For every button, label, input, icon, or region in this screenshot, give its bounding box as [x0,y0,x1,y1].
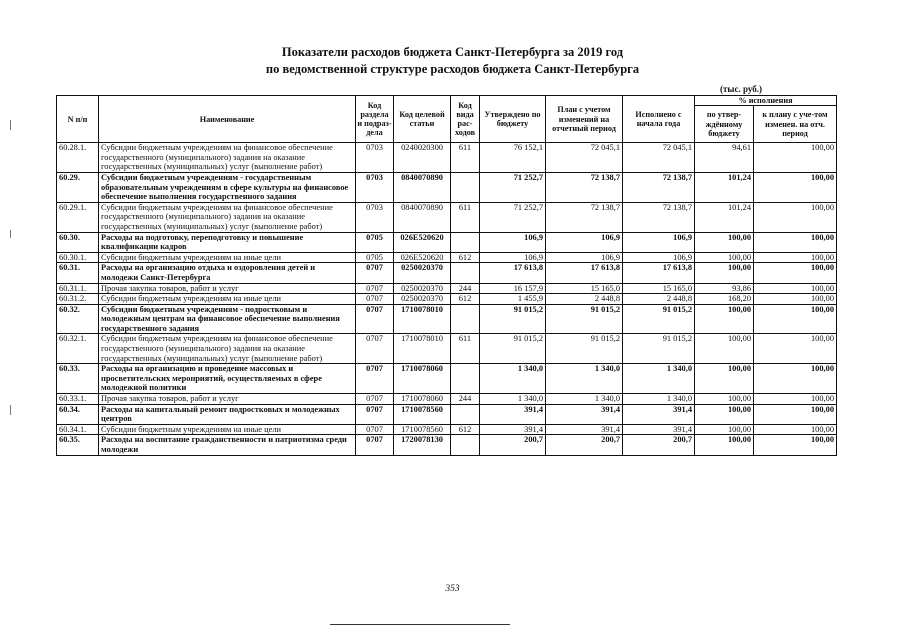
row-approved: 71 252,7 [480,202,546,232]
row-approved: 391,4 [480,404,546,424]
row-target-code: 1710078560 [394,404,451,424]
row-section-code: 0707 [356,263,394,283]
row-pct-approved: 93,86 [695,283,754,294]
row-pct-plan: 100,00 [754,143,837,173]
row-section-code: 0707 [356,364,394,394]
row-pct-plan: 100,00 [754,263,837,283]
row-type-code [451,364,480,394]
row-pct-plan: 100,00 [754,252,837,263]
row-name: Субсидии бюджетным учреждениям на иные цели [99,294,356,305]
row-name: Субсидии бюджетным учреждениям - подростковым и молодежным центрам на финансовое обеспечение выполнения государственного задания [99,304,356,334]
row-target-code: 0250020370 [394,294,451,305]
row-target-code: 1710078010 [394,334,451,364]
table-row [57,304,837,334]
margin-mark [10,405,11,415]
row-plan: 200,7 [546,435,623,455]
row-executed: 1 340,0 [623,394,695,405]
row-plan: 2 448,8 [546,294,623,305]
table-row [57,404,837,424]
row-approved: 1 455,9 [480,294,546,305]
table-body [57,143,837,455]
row-name: Субсидии бюджетным учреждениям на финансовое обеспечение государственного (муниципального) задания на оказание государственных (муниципальных) услуг (выполнение работ) [99,334,356,364]
row-type-code: 612 [451,424,480,435]
margin-mark [10,230,11,238]
row-plan: 17 613,8 [546,263,623,283]
row-target-code: 0240020300 [394,143,451,173]
row-number: 60.31. [57,263,99,283]
footer-rule [330,624,510,625]
row-target-code: 0250020370 [394,263,451,283]
header-num: N п/п [57,96,99,143]
row-number: 60.29.1. [57,202,99,232]
row-executed: 91 015,2 [623,304,695,334]
row-section-code: 0707 [356,283,394,294]
row-executed: 391,4 [623,424,695,435]
row-type-code: 244 [451,283,480,294]
row-type-code: 611 [451,334,480,364]
row-pct-approved: 101,24 [695,172,754,202]
row-approved: 200,7 [480,435,546,455]
title-line-1: Показатели расходов бюджета Санкт-Петербурга за 2019 год [281,45,624,59]
header-target: Код целевой статьи [394,96,451,143]
row-pct-approved: 100,00 [695,232,754,252]
row-executed: 391,4 [623,404,695,424]
row-pct-approved: 100,00 [695,404,754,424]
row-approved: 1 340,0 [480,394,546,405]
row-plan: 15 165,0 [546,283,623,294]
row-pct-plan: 100,00 [754,364,837,394]
document-title [0,44,905,78]
row-type-code: 244 [451,394,480,405]
row-type-code: 611 [451,143,480,173]
row-target-code: 1710078060 [394,364,451,394]
row-number: 60.31.2. [57,294,99,305]
row-approved: 1 340,0 [480,364,546,394]
row-plan: 391,4 [546,424,623,435]
table-row [57,232,837,252]
row-target-code: 1720078130 [394,435,451,455]
row-name: Расходы на воспитание гражданственности и патриотизма среди молодежи [99,435,356,455]
row-plan: 106,9 [546,232,623,252]
table-row [57,263,837,283]
header-pct-plan: к плану с уче-том изменен. на отч. период [754,106,837,143]
row-approved: 16 157,9 [480,283,546,294]
row-pct-plan: 100,00 [754,304,837,334]
row-target-code: 1710078010 [394,304,451,334]
row-number: 60.30.1. [57,252,99,263]
row-plan: 72 138,7 [546,202,623,232]
header-type: Код вида рас-ходов [451,96,480,143]
header-executed: Исполнено с начала года [623,96,695,143]
row-name: Субсидии бюджетным учреждениям на иные цели [99,252,356,263]
row-pct-approved: 100,00 [695,334,754,364]
unit-label: (тыс. руб.) [720,84,762,94]
row-target-code: 1710078560 [394,424,451,435]
row-plan: 72 045,1 [546,143,623,173]
row-pct-plan: 100,00 [754,232,837,252]
row-number: 60.31.1. [57,283,99,294]
row-section-code: 0703 [356,143,394,173]
row-number: 60.30. [57,232,99,252]
row-section-code: 0707 [356,424,394,435]
row-plan: 391,4 [546,404,623,424]
row-pct-approved: 101,24 [695,202,754,232]
row-number: 60.35. [57,435,99,455]
table-row [57,283,837,294]
row-pct-approved: 100,00 [695,394,754,405]
row-executed: 200,7 [623,435,695,455]
row-number: 60.28.1. [57,143,99,173]
header-name: Наименование [99,96,356,143]
row-plan: 72 138,7 [546,172,623,202]
row-executed: 106,9 [623,252,695,263]
table-row [57,334,837,364]
row-type-code [451,232,480,252]
row-pct-plan: 100,00 [754,294,837,305]
row-pct-plan: 100,00 [754,435,837,455]
table-header [57,96,837,143]
row-target-code: 026Е520620 [394,252,451,263]
row-approved: 106,9 [480,232,546,252]
row-pct-approved: 100,00 [695,435,754,455]
row-number: 60.32.1. [57,334,99,364]
row-executed: 17 613,8 [623,263,695,283]
row-approved: 76 152,1 [480,143,546,173]
row-name: Расходы на капитальный ремонт подростковых и молодежных центров [99,404,356,424]
row-pct-approved: 100,00 [695,304,754,334]
row-pct-approved: 100,00 [695,252,754,263]
row-pct-plan: 100,00 [754,424,837,435]
row-pct-plan: 100,00 [754,202,837,232]
row-number: 60.34.1. [57,424,99,435]
row-pct-plan: 100,00 [754,334,837,364]
row-approved: 391,4 [480,424,546,435]
row-target-code: 1710078060 [394,394,451,405]
row-section-code: 0705 [356,232,394,252]
table-row [57,294,837,305]
row-executed: 91 015,2 [623,334,695,364]
row-executed: 1 340,0 [623,364,695,394]
row-executed: 72 045,1 [623,143,695,173]
header-section: Код раздела и подраз-дела [356,96,394,143]
row-name: Расходы на организацию и проведение массовых и просветительских мероприятий, осуществляемых в сфере молодежной политики [99,364,356,394]
row-section-code: 0707 [356,304,394,334]
row-type-code [451,263,480,283]
row-type-code [451,172,480,202]
row-type-code [451,304,480,334]
row-number: 60.33.1. [57,394,99,405]
row-pct-plan: 100,00 [754,394,837,405]
row-target-code: 0840070890 [394,202,451,232]
row-section-code: 0707 [356,294,394,305]
row-target-code: 0840070890 [394,172,451,202]
table-row [57,394,837,405]
table-row [57,424,837,435]
row-name: Прочая закупка товаров, работ и услуг [99,283,356,294]
row-type-code [451,435,480,455]
row-approved: 71 252,7 [480,172,546,202]
row-number: 60.33. [57,364,99,394]
row-name: Прочая закупка товаров, работ и услуг [99,394,356,405]
row-type-code: 612 [451,252,480,263]
row-approved: 17 613,8 [480,263,546,283]
row-section-code: 0707 [356,404,394,424]
row-plan: 106,9 [546,252,623,263]
row-number: 60.29. [57,172,99,202]
row-name: Субсидии бюджетным учреждениям - государственным образовательным учреждениям в сфере культуры на финансовое обеспечение выполнения государственного задания [99,172,356,202]
row-target-code: 026Е520620 [394,232,451,252]
row-section-code: 0703 [356,202,394,232]
header-pct-approved: по утвер-ждённому бюджету [695,106,754,143]
row-number: 60.34. [57,404,99,424]
row-executed: 106,9 [623,232,695,252]
row-pct-approved: 100,00 [695,424,754,435]
row-executed: 15 165,0 [623,283,695,294]
row-executed: 72 138,7 [623,172,695,202]
row-pct-approved: 94,61 [695,143,754,173]
row-name: Субсидии бюджетным учреждениям на иные цели [99,424,356,435]
row-plan: 1 340,0 [546,394,623,405]
title-line-2: по ведомственной структуре расходов бюджета Санкт-Петербурга [265,62,640,76]
row-pct-plan: 100,00 [754,404,837,424]
row-section-code: 0707 [356,334,394,364]
row-target-code: 0250020370 [394,283,451,294]
budget-table [56,95,837,456]
row-number: 60.32. [57,304,99,334]
row-approved: 91 015,2 [480,334,546,364]
row-type-code: 611 [451,202,480,232]
table-row [57,202,837,232]
row-plan: 1 340,0 [546,364,623,394]
header-approved: Утверждено по бюджету [480,96,546,143]
table-row [57,252,837,263]
header-percent: % исполнения [695,96,837,106]
row-pct-approved: 100,00 [695,364,754,394]
table-row [57,364,837,394]
row-plan: 91 015,2 [546,334,623,364]
row-section-code: 0703 [356,172,394,202]
row-executed: 2 448,8 [623,294,695,305]
row-name: Расходы на подготовку, переподготовку и повышение квалификации кадров [99,232,356,252]
table-row [57,435,837,455]
row-type-code: 612 [451,294,480,305]
row-pct-plan: 100,00 [754,172,837,202]
row-plan: 91 015,2 [546,304,623,334]
header-plan: План с учетом изменений на отчетный период [546,96,623,143]
row-type-code [451,404,480,424]
margin-mark [10,120,11,130]
page-number: 353 [445,584,460,594]
table-row [57,172,837,202]
row-pct-approved: 100,00 [695,263,754,283]
row-section-code: 0705 [356,252,394,263]
row-section-code: 0707 [356,435,394,455]
row-pct-approved: 168,20 [695,294,754,305]
table-row [57,143,837,173]
row-executed: 72 138,7 [623,202,695,232]
row-name: Расходы на организацию отдыха и оздоровления детей и молодежи Санкт-Петербурга [99,263,356,283]
row-approved: 106,9 [480,252,546,263]
row-name: Субсидии бюджетным учреждениям на финансовое обеспечение государственного (муниципального) задания на оказание государственных (муниципальных) услуг (выполнение работ) [99,202,356,232]
row-pct-plan: 100,00 [754,283,837,294]
row-section-code: 0707 [356,394,394,405]
row-approved: 91 015,2 [480,304,546,334]
row-name: Субсидии бюджетным учреждениям на финансовое обеспечение государственного (муниципального) задания на оказание государственных (муниципальных) услуг (выполнение работ) [99,143,356,173]
